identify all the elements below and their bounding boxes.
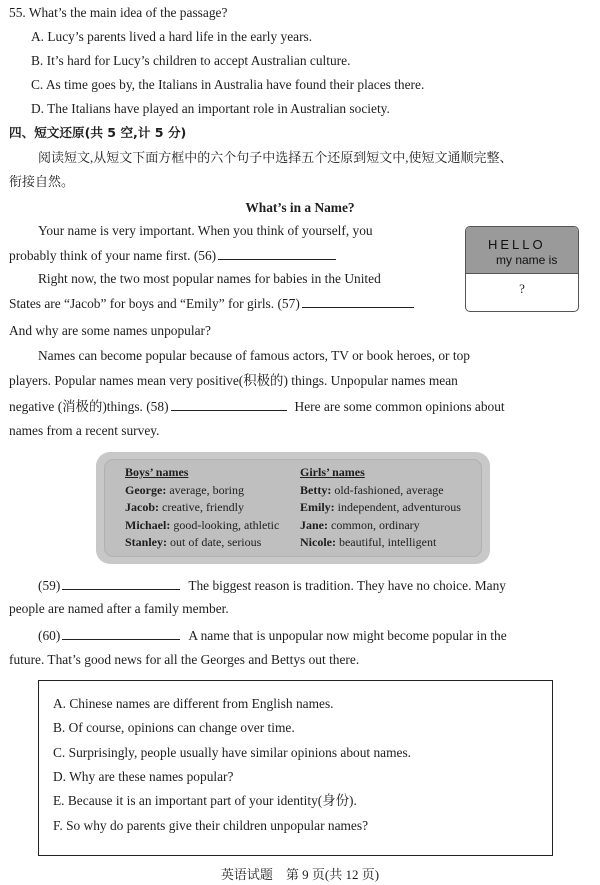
p4-line1-text-b: The biggest reason is tradition. They have no choice. Many [188, 578, 507, 593]
boys-name: Jacob: [125, 500, 159, 514]
blank-59[interactable] [62, 576, 180, 590]
q55-option-c: C. As time goes by, the Italians in Australia have found their places there. [31, 77, 425, 92]
p5-line2: future. That’s good news for all the Georges and Bettys out there. [9, 652, 360, 667]
boys-name-opinion: good-looking, athletic [170, 517, 280, 532]
p2-line3: And why are some names unpopular? [9, 323, 211, 338]
girls-name-row [300, 499, 461, 517]
boys-name: Stanley: [125, 535, 167, 549]
blank-58[interactable] [171, 397, 287, 411]
q55-option-d: D. The Italians have played an important role in Australian society. [31, 101, 390, 116]
girls-name-row [300, 482, 461, 500]
boys-name-opinion: average, boring [166, 482, 244, 497]
boys-name-row [125, 534, 279, 552]
girls-name-opinion: independent, adventurous [334, 500, 461, 514]
p1-line2 [9, 246, 336, 265]
q55-option-a: A. Lucy’s parents lived a hard life in the early years. [31, 29, 313, 44]
page-footer: 英语试题 第 9 页(共 12 页) [220, 867, 380, 882]
girls-name-row [300, 517, 461, 535]
name-tag-question-mark: ? [519, 281, 525, 296]
boys-names-header: Boys’ names [125, 465, 189, 479]
passage-title: What’s in a Name? [245, 200, 355, 215]
section-heading: 四、短文还原(共 5 空,计 5 分) [9, 125, 187, 140]
name-tag-my-name-is: my name is [496, 253, 558, 267]
boys-names-column [125, 464, 279, 552]
p5-line1-text-b: A name that is unpopular now might become popular in the [188, 628, 507, 643]
p5-line1 [38, 626, 507, 645]
boys-name-row [125, 482, 279, 500]
girls-names-header: Girls’ names [300, 465, 365, 479]
question-55-stem: 55. What’s the main idea of the passage? [9, 5, 228, 20]
q55-option-b: B. It’s hard for Lucy’s children to accept Australian culture. [31, 53, 351, 68]
hello-name-tag-image [465, 226, 579, 312]
p3-line3 [9, 397, 505, 416]
p3-line4: names from a recent survey. [9, 423, 160, 438]
boys-name-row [125, 517, 279, 535]
girls-name: Emily: [300, 500, 335, 514]
blank-60[interactable] [62, 626, 180, 640]
p3-line3-text-a: negative (消极的)things. (58) [9, 399, 169, 414]
choice-f: F. So why do parents give their children unpopular names? [53, 818, 369, 833]
choice-c: C. Surprisingly, people usually have similar opinions about names. [53, 745, 412, 760]
p4-line2: people are named after a family member. [9, 601, 229, 616]
name-tag-header [466, 227, 578, 274]
girls-name-opinion: old-fashioned, average [331, 482, 444, 497]
p2-line2 [9, 294, 414, 313]
sentence-choices-box [38, 680, 553, 856]
girls-names-column [300, 464, 461, 552]
girls-name-row [300, 534, 461, 552]
boys-name-row [125, 499, 279, 517]
choice-e: E. Because it is an important part of your identity(身份). [53, 793, 357, 808]
blank-56[interactable] [218, 246, 336, 260]
girls-name: Jane: [300, 517, 328, 532]
girls-name: Nicole: [300, 535, 336, 549]
girls-name-opinion: beautiful, intelligent [335, 535, 437, 549]
p4-line1-text-a: (59) [38, 578, 61, 593]
p2-line2-text: States are “Jacob” for boys and “Emily” for girls. (57) [9, 296, 300, 311]
p3-line2: players. Popular names mean very positive(积极的) things. Unpopular names mean [9, 373, 458, 388]
section-directions-line1: 阅读短文,从短文下面方框中的六个句子中选择五个还原到短文中,使短文通顺完整、 [38, 150, 513, 165]
p1-line1: Your name is very important. When you think of yourself, you [38, 223, 373, 238]
blank-57[interactable] [302, 294, 414, 308]
choice-d: D. Why are these names popular? [53, 769, 234, 784]
girls-name-opinion: common, ordinary [328, 517, 420, 532]
boys-name-opinion: out of date, serious [167, 535, 262, 549]
names-opinions-box [96, 452, 490, 564]
p3-line3-text-b: Here are some common opinions about [294, 399, 505, 414]
girls-name: Betty: [300, 482, 332, 497]
boys-name: Michael: [125, 517, 171, 532]
p1-line2-text: probably think of your name first. (56) [9, 248, 217, 263]
section-directions-line2: 衔接自然。 [9, 174, 75, 189]
p4-line1 [38, 576, 506, 595]
p2-line1: Right now, the two most popular names for babies in the United [38, 271, 381, 286]
boys-name-opinion: creative, friendly [159, 500, 244, 514]
name-tag-hello: HELLO [488, 237, 546, 252]
choice-a: A. Chinese names are different from English names. [53, 696, 334, 711]
p3-line1: Names can become popular because of famous actors, TV or book heroes, or top [38, 348, 470, 363]
choice-b: B. Of course, opinions can change over time. [53, 720, 295, 735]
boys-name: George: [125, 482, 167, 497]
p5-line1-text-a: (60) [38, 628, 61, 643]
